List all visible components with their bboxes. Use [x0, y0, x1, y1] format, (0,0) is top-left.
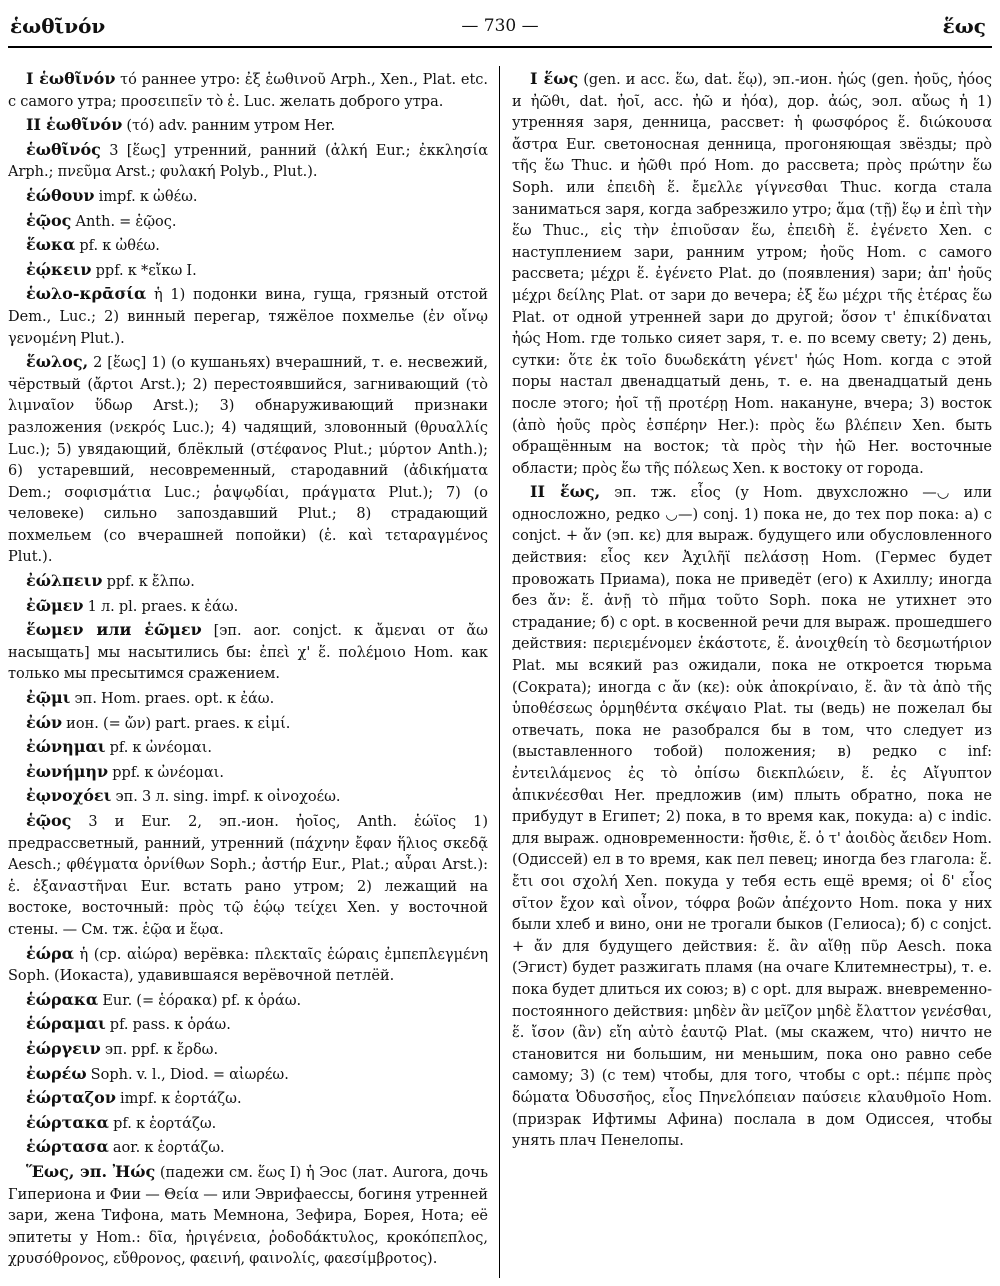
dictionary-entry [8, 259, 488, 283]
dictionary-entry [8, 619, 488, 686]
entry-definition: эп. ppf. к ἔρδω. [104, 1041, 219, 1058]
dictionary-entry [8, 736, 488, 760]
entry-headword: I ἑωθῖνόν [26, 69, 116, 88]
entry-headword: ἐῴκειν [26, 259, 92, 279]
entry-definition: (τό) adv. ранним утром Her. [126, 118, 336, 135]
entry-headword: ἑώρτακα [26, 1112, 109, 1132]
dictionary-entry [8, 210, 488, 234]
entry-definition: 1 л. pl. praes. к ἐάω. [87, 598, 239, 615]
dictionary-entry [8, 570, 488, 594]
entry-definition: τό раннее утро: ἐξ ἑωθινοῦ Arph., Xen., Plat. etc. с самого утра; προσειπεῖν τὸ ἑ. Luc. желать доброго утра. [8, 72, 488, 110]
entry-definition: (gen. и acc. ἕω, dat. ἕῳ), эп.-ион. ἠώς (gen. ἠοῦς, ἠόος и ἠῶθι, dat. ἠοῖ, acc. ἠῶ и ἠόα), дор. ἀώς, эол. αὔως ἡ 1) утренняя заря, денница, рассвет: ἡ φωσφόρος ἕ. διώκουσα ἄστρα Eur. светоносная денница, прогоняющая звёзды; πρὸ τῆς ἕω Thuc. и ἠῶθι πρό Hom. до рассвета; πρὸς πρώτην ἕω Soph. или ἐπειδὴ ἕ. ἔμελλε γίγνεσθαι Thuc. когда стала заниматься заря, когда забрезжило утро; ἅμα (τῇ) ἕῳ и ἐπὶ τὴν ἕω Thuc., εἰς τὴν ἐπιοῦσαν ἕω, ἐπειδὴ ἕ. ἐγένετο Xen. с наступлением зари, ранним утром; ἠοῦς Hom. с самого рассвета; μέχρι ἕ. ἐγένετο Plat. до (появления) зари; ἀπ' ἠοῦς μέχρι δείλης Plat. от зари до вечера; ἐξ ἕω μέχρι τῆς ἑτέρας ἕω Plat. от одной утренней зари до другой; ὅσον τ' ἐπικίδναται ἠώς Hom. где только сияет заря, т. е. по всему свету; 2) день, сутки: ὅτε ἐκ τοῖο δυωδεκάτη γένετ' ἠώς Hom. когда с этой поры настал двенадцатый день, т. е. на двенадцатый день после этого; ἠοῖ τῇ προτέρῃ Hom. накануне, вчера; 3) восток (ἀπὸ ἠοῦς πρὸς ἑσπέρην Her.): πρὸς ἕω βλέπειν Xen. быть обращённым на восток; τὰ πρὸς τὴν ἠῶ Her. восточные области; πρὸς ἕω τῆς πόλεως Xen. к востоку от города. [512, 72, 992, 477]
entry-definition: ppf. к ὠνέομαι. [112, 764, 224, 781]
entry-headword: II ἕως, [530, 482, 601, 502]
page-number: — 730 — [461, 16, 539, 36]
dictionary-entry [8, 1038, 488, 1062]
entry-headword: ἑώρτασα [26, 1137, 109, 1157]
running-head-right: ἕως [942, 14, 986, 38]
header-rule [8, 46, 992, 48]
right-column [512, 68, 992, 1278]
dictionary-entry [8, 234, 488, 258]
entry-definition: ἡ (ср. αἰώρα) верёвка: πλεκταῖς ἑώραις ἐμπεπλεγμένη Soph. (Иокаста), удавившаяся верёвочной петлёй. [8, 946, 488, 985]
entry-headword: ἑῷος [26, 811, 72, 830]
dictionary-entry [8, 595, 488, 619]
entry-definition: 3 [ἕως] утренний, ранний (ἀλκή Eur.; ἐκκλησία Arph.; πνεῦμα Arst.; φυλακή Polyb., Plut.). [8, 142, 488, 181]
dictionary-entry [8, 943, 488, 988]
entry-definition: Soph. v. l., Diod. = αἰωρέω. [90, 1066, 289, 1083]
entry-headword: ἐωνήμην [26, 761, 109, 781]
entry-definition: ион. (= ὤν) part. praes. к εἰμί. [66, 715, 291, 732]
entry-definition: эп. тж. εἷος (у Hom. двухсложно —◡ или односложно, редко ◡—) conj. 1) пока не, до тех пор пока: а) с conjct. + ἄν (эп. κε) для выраж. будущего или обусловленного действия: εἷος κεν Ἀχιλῆϊ πελάσσῃ Hom. (Гермес будет провожать Приама), пока не приведёт (его) к Ахиллу; иногда без ἄν: ἕ. ἀνῇ τὸ πῆμα τοῦτο Soph. пока не утихнет это страдание; б) с opt. в косвенной речи для выраж. прошедшего действия: περιεμένομεν ἑκάστοτε, ἕ. ἀνοιχθείη τὸ δεσμωτήριον Plat. мы всякий раз ожидали, пока не откроется тюрьма (Сократа); иногда с ἄν (κε): οὐκ ἀποκρίναιο, ἕ. ἂν τὰ ἀπὸ τῆς ὑποθέσεως ὁρμηθέντα σκέψαιο Plat. ты (ведь) не пожелал бы отвечать, пока не разобрался бы в том, что следует из (выставленного тобой) положения; в) редко с inf: ἐντειλάμενος ἐς τὸ ὀπίσω διεκπλώειν, ἕ. ἐς Αἴγυπτον ἀπικνέεσθαι Her. предложив (им) плыть обратно, пока не прибудут в Египет; 2) пока, в то время как, покуда: а) с indic. для выраж. одновременности: ἤσθιε, ἕ. ὁ τ' ἀοιδὸς ἄειδεν Hom. (Одиссей) ел в то время, как пел певец; иногда без глагола: ἕ. ἔτι σοι σχολή Xen. покуда у тебя есть ещё время; οἱ δ' εἷος σῖτον ἔχον καὶ οἶνον, τόφρα βοῶν ἀπέχοντο Hom. пока у них были хлеб и вино, они не трогали быков (Гелиоса); б) с conjct. + ἄν для будущего действия: ἕ. ἂν αἴθῃ πῦρ Aesch. пока (Эгист) будет разжигать пламя (на очаге Клитемнестры), т. е. пока будет длиться их союз; в) с opt. для выраж. вневременно-постоянного действия: μηδὲν ἂν μεῖζον μηδὲ ἔλαττον γενέσθαι, ἕ. ἴσον (ἂν) εἴη αὐτὸ ἑαυτῷ Plat. (мы скажем, что) ничто не становится ни большим, ни меньшим, пока оно равно себе самому; 3) (с тем) чтобы, для того, чтобы с opt.: πέμπε πρὸς δώματα Ὀδυσσῆος, εἷος Πηνελόπειαν παύσειε κλαυθμοῖο Hom. (призрак Ифтимы Афина) послала в дом Одиссея, чтобы унять плач Пенелопы. [512, 485, 992, 1150]
entry-headword: ἐών [26, 712, 63, 732]
entry-definition: эп. 3 л. sing. impf. к οἰνοχοέω. [115, 789, 341, 806]
entry-definition: 2 [ἕως] 1) (о кушаньях) вчерашний, т. е. несвежий, чёрствый (ἄρτοι Arst.); 2) перестоявшийся, загнивающий (τὸ λιμναῖον ὕδωρ Arst.); 3) обнаруживающий признаки разложения (νεκρός Luc.); 4) чадящий, зловонный (θρυαλλίς Luc.); 5) увядающий, блёклый (στέφανος Plut.; μύρτον Anth.); 6) устаревший, несовременный, стародавний (ἀδικήματα Dem.; σοφισμάτια Luc.; ῥαψῳδίαι, πράγματα Plut.); 7) (о человеке) сильно запоздавший Plut.; 8) страдающий похмельем (со вчерашней попойки) (ἑ. καὶ τεταραγμένος Plut.). [8, 355, 488, 566]
dictionary-entry [8, 283, 488, 350]
entry-definition: ppf. к *εἴκω I. [95, 262, 197, 279]
entry-headword: ἑώθουν [26, 185, 95, 205]
entry-definition: (падежи см. ἕως I) ἡ Эос (лат. Aurora, дочь Гипериона и Фии — Θεία — или Эврифаессы, богиня утренней зари, жена Тифона, мать Мемнона, Зефира, Борея, Нота; её эпитеты у Hom.: δῖα, ἠριγένεια, ῥοδοδάκτυλος, κροκόπεπλος, χρυσόθρονος, εὔθρονος, φαεινή, φαινολίς, φαεσίμβροτος). [8, 1164, 488, 1268]
entry-headword: ἑωλο-κρᾱσία [26, 284, 147, 304]
dictionary-entry [8, 185, 488, 209]
dictionary-entry [8, 687, 488, 711]
dictionary-entry [8, 810, 488, 942]
entry-headword: I ἕως [530, 69, 579, 88]
entry-definition: ἡ 1) подонки вина, гуща, грязный отстой Dem., Luc.; 2) винный перегар, тяжёлое похмелье (ἐν οἴνῳ γενομένη Plut.). [8, 287, 488, 347]
entry-definition: 3 и Eur. 2, эп.-ион. ἠοῖος, Anth. ἑώϊος 1) предрассветный, ранний, утренний (πάχνην ἔφαν ἥλιος σκεδᾷ Aesch.; φθέγματα ὀρνίθων Soph.; ἀστήρ Eur., Plat.; αὖραι Arst.): ἑ. ἐξαναστῆναι Eur. встать рано утром; 2) лежащий на востоке, восточный: πρὸς τῷ ἑῴῳ τείχει Xen. у восточной стены. — См. тж. ἑῷα и ἕῳα. [8, 814, 488, 938]
dictionary-entry [8, 1112, 488, 1136]
entry-definition: эп. Hom. praes. opt. к ἐάω. [74, 691, 275, 708]
entry-definition: ppf. к ἔλπω. [106, 574, 195, 591]
entry-headword: ἐώλπειν [26, 571, 103, 591]
running-head-left: ἑωθῖνόν [10, 14, 106, 38]
entry-definition: impf. к ὠθέω. [98, 188, 198, 205]
entry-definition: [эп. aor. conjct. к ἄμεναι от ἄω насыщать] мы насытились бы: ἐπεὶ χ' ἕ. πολέμοιο Hom. как только мы пресытимся сражением. [8, 623, 488, 683]
entry-headword: ἐῳνοχόει [26, 786, 112, 806]
entry-headword: ἐώργειν [26, 1038, 101, 1058]
dictionary-entry [8, 114, 488, 138]
left-column [8, 68, 488, 1278]
dictionary-entry [512, 68, 992, 480]
dictionary-entry [8, 785, 488, 809]
page-header [0, 0, 1000, 48]
dictionary-entry [8, 761, 488, 785]
dictionary-entry [8, 68, 488, 113]
entry-definition: pf. pass. к ὁράω. [109, 1017, 231, 1034]
entry-headword: II ἑωθῖνόν [26, 115, 123, 135]
dictionary-entry [8, 1063, 488, 1087]
entry-headword: ἐωρέω [26, 1063, 87, 1083]
dictionary-entry [8, 1087, 488, 1111]
entry-headword: Ἕως, эп. Ἠώς [26, 1161, 156, 1181]
entry-definition: impf. к ἑορτάζω. [120, 1091, 242, 1108]
dictionary-entry [8, 712, 488, 736]
dictionary-entry [8, 989, 488, 1013]
dictionary-entry [8, 139, 488, 184]
entry-headword: ἐώνημαι [26, 737, 106, 757]
entry-definition: Eur. (= ἑόρακα) pf. к ὁράω. [102, 992, 302, 1009]
entry-headword: ἐῶμεν [26, 595, 84, 615]
entry-definition: pf. к ὠθέω. [79, 238, 160, 255]
entry-headword: ἑωθῖνός [26, 139, 101, 159]
entry-headword: ἕωμεν или ἑῶμεν [26, 620, 202, 640]
entry-definition: pf. к ὠνέομαι. [109, 740, 212, 757]
dictionary-entry [8, 1161, 488, 1271]
entry-headword: ἕωλος, [26, 352, 89, 372]
entry-headword: ἑώρταζον [26, 1088, 116, 1108]
entry-headword: ἕωκα [26, 235, 76, 255]
dictionary-entry [8, 1136, 488, 1160]
entry-headword: ἑώρα [26, 943, 74, 963]
entry-definition: Anth. = ἑῷος. [75, 213, 177, 230]
entry-definition: pf. к ἑορτάζω. [113, 1115, 217, 1132]
entry-headword: ἑῷος [26, 210, 72, 230]
column-divider [499, 66, 500, 1278]
dictionary-entry [512, 481, 992, 1152]
entry-headword: ἑώρακα [26, 989, 99, 1009]
dictionary-entry [8, 1013, 488, 1037]
entry-headword: ἑώραμαι [26, 1014, 106, 1034]
entry-headword: ἐῷμι [26, 688, 71, 708]
dictionary-entry [8, 351, 488, 569]
entry-definition: aor. к ἑορτάζω. [112, 1140, 225, 1157]
